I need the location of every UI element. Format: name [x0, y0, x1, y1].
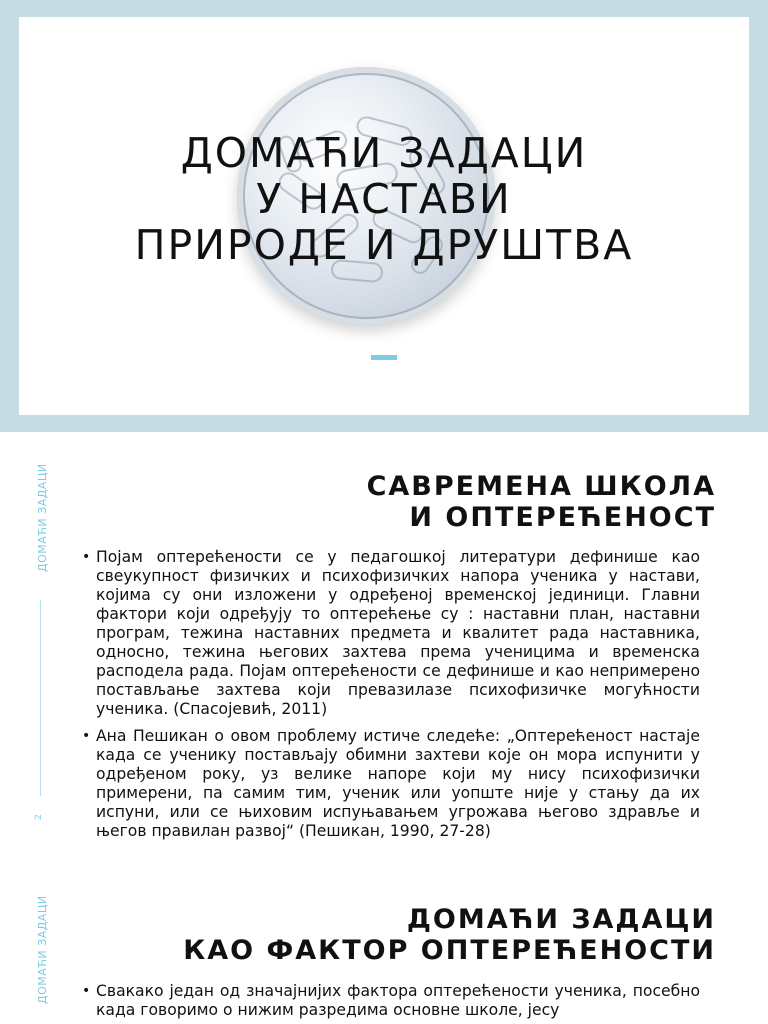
side-label: ДОМАЋИ ЗАДАЦИ: [36, 895, 49, 1004]
title-slide: [0, 0, 768, 432]
slide-heading: [183, 904, 716, 966]
bullet-item: • Свакако један од значајнијих фактора оптерећености ученика, посебно када говоримо о нижим разредима основне школе, јесу: [80, 982, 700, 1020]
title-line-2: У НАСТАВИ: [256, 175, 512, 223]
slide-heading: [367, 471, 716, 533]
bullet-list: [80, 548, 700, 849]
side-divider-line: [40, 600, 41, 796]
bullet-item: • Ана Пешикан о овом проблему истиче следеће: „Оптерећеност настаје када се ученику постављају обимни захтеви које он мора испунити у одређеном року, уз велике напоре који му нису психофизички примерени, па самим тим, ученик или уопште није у стању да их испуни, или се њиховим испуњавањем угрожава његово здравље и његов правилан развој“ (Пешикан, 1990, 27-28): [80, 727, 700, 841]
presentation-title: [19, 130, 749, 268]
heading-line-1: САВРЕМЕНА ШКОЛА: [366, 471, 716, 502]
heading-line-2: И ОПТЕРЕЋЕНОСТ: [409, 502, 716, 533]
slide-school-workload: [0, 432, 768, 872]
accent-bar: [371, 355, 397, 360]
heading-line-2: КАО ФАКТОР ОПТЕРЕЋЕНОСТИ: [183, 935, 716, 966]
title-line-3: ПРИРОДЕ И ДРУШТВА: [134, 221, 634, 269]
bullet-item: • Појам оптерећености се у педагошкој литератури дефинише као свеукупност физичких и психофизичких напора ученика у настави, којима су они изложени у одређеној временској јединици. Главни фактори који одређују то оптерећење су : наставни план, наставни програм, тежина наставних предмета и квалитет рада наставника, односно, тежина његових захтева према ученицима и временска расподела рада. Појам оптерећености се дефинише и као непримерено постављање захтева који превазилазе психофизичке могућности ученика. (Спасојевић, 2011): [80, 548, 700, 719]
title-line-1: ДОМАЋИ ЗАДАЦИ: [180, 129, 588, 177]
bullet-list: [80, 982, 700, 1024]
slide-homework-factor: [0, 880, 768, 1024]
heading-line-1: ДОМАЋИ ЗАДАЦИ: [406, 904, 716, 935]
page-number: 2: [33, 814, 44, 820]
side-label: ДОМАЋИ ЗАДАЦИ: [36, 463, 49, 572]
